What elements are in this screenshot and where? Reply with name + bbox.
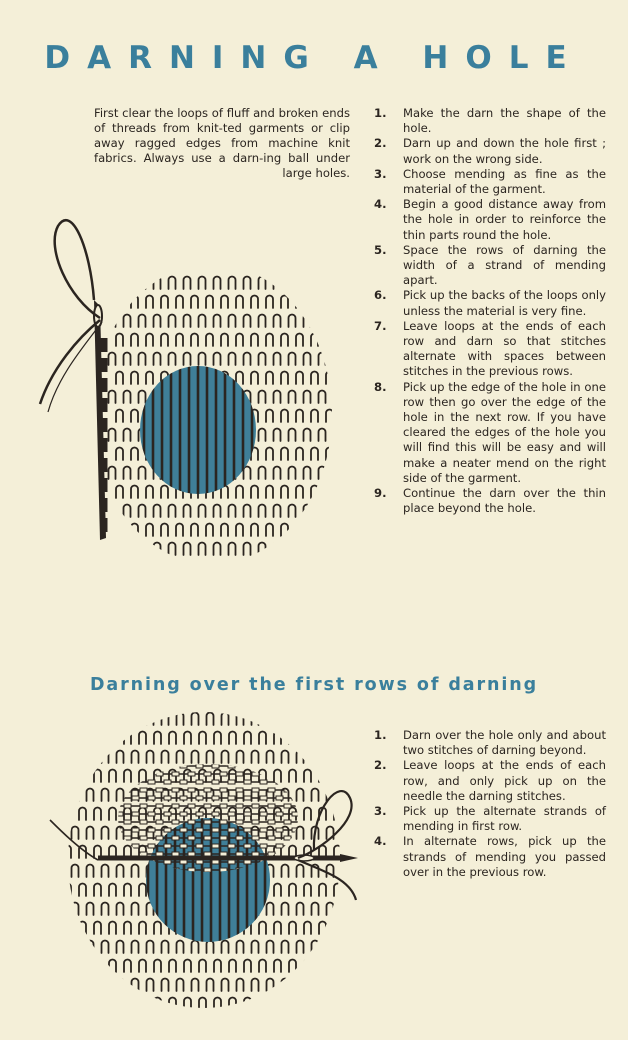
step-text: Space the rows of darning the width of a strand of mending apart. [403, 242, 606, 288]
step-text: Darn up and down the hole first ; work on the wrong side. [403, 136, 606, 166]
step-text: Leave loops at the ends of each row and darn so that stitches alternate with spaces between stitches in the previous rows. [403, 318, 606, 379]
step-item [374, 243, 606, 289]
section-subtitle: Darning over the first rows of darning [89, 675, 539, 695]
step-text: Pick up the edge of the hole in one row then go over the edge of the hole in the next row. If you have cleared the edges of the hole you will find this will be easy and will make a neater mend on the right side of the garment. [403, 379, 606, 485]
darning-needle-illustration [28, 208, 364, 580]
step-number: 6. [374, 288, 387, 303]
needle-icon [94, 300, 106, 540]
step-number: 2. [374, 758, 387, 773]
step-item [374, 728, 606, 758]
page-title: DARNING A HOLE [44, 40, 584, 76]
thread-icon [298, 791, 352, 858]
step-text: In alternate rows, pick up the strands of mending you passed over in the previous row. [403, 834, 606, 879]
thread-icon [55, 220, 100, 318]
step-text: Darn over the hole only and about two stitches of darning beyond. [403, 728, 606, 758]
steps-list-1 [374, 106, 606, 516]
step-number: 4. [374, 834, 387, 849]
step-item [374, 288, 606, 318]
step-item [374, 804, 606, 834]
step-number: 1. [374, 106, 387, 120]
step-number: 5. [374, 242, 387, 257]
step-item [374, 197, 606, 243]
step-number: 4. [374, 197, 387, 212]
step-number: 2. [374, 136, 387, 151]
step-item [374, 486, 606, 516]
step-number: 1. [374, 728, 387, 742]
step-item [374, 167, 606, 197]
step-item [374, 319, 606, 380]
step-item [374, 758, 606, 804]
darning-over-illustration [40, 700, 368, 1020]
step-item [374, 106, 606, 136]
steps-list-2 [374, 728, 606, 880]
step-number: 3. [374, 804, 387, 819]
step-text: Choose mending as fine as the material of the garment. [403, 166, 606, 197]
step-number: 8. [374, 379, 387, 394]
intro-paragraph: First clear the loops of fluff and broken ends of threads from knit-ted garments or clip away ragged edges from machine knit fabrics. Always use a darn-ing ball under large holes. [94, 106, 350, 180]
step-text: Continue the darn over the thin place beyond the hole. [403, 486, 606, 516]
step-item [374, 136, 606, 166]
step-text: Begin a good distance away from the hole in order to reinforce the thin parts round the hole. [403, 197, 606, 242]
step-number: 7. [374, 318, 387, 333]
step-text: Make the darn the shape of the hole. [403, 106, 606, 136]
step-text: Pick up the alternate strands of mending in first row. [403, 804, 606, 834]
step-number: 3. [374, 166, 387, 181]
step-text: Pick up the backs of the loops only unless the material is very fine. [403, 288, 606, 318]
step-item [374, 834, 606, 880]
step-text: Leave loops at the ends of each row, and only pick up on the needle the darning stitches. [403, 758, 606, 803]
step-number: 9. [374, 486, 387, 501]
step-item [374, 380, 606, 486]
